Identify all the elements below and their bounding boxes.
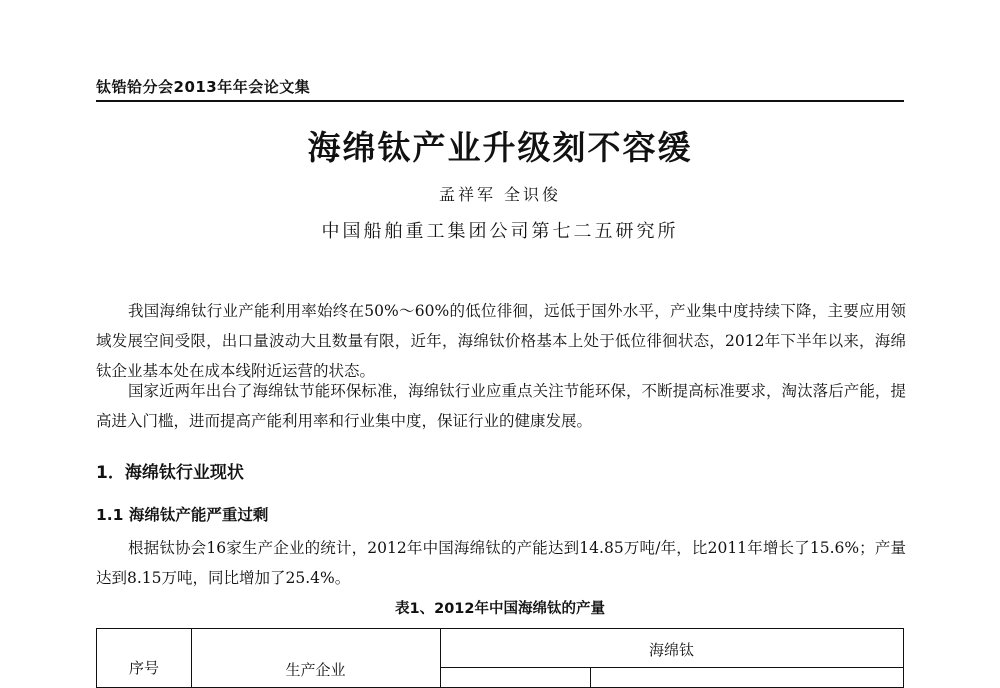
article-affiliation: 中国船舶重工集团公司第七二五研究所	[321, 221, 679, 242]
abstract-paragraph-2: 国家近两年出台了海绵钛节能环保标准，海绵钛行业应重点关注节能环保，不断提高标准要求，淘汰落后产能，提高进入门槛，进而提高产能利用率和行业集中度，保证行业的健康发展。	[96, 382, 906, 430]
article-title: 海绵钛产业升级刻不容缓	[307, 128, 693, 167]
header-rule	[96, 100, 904, 102]
table-header-sponge-ti: 海绵钛	[648, 641, 694, 659]
table-header-company: 生产企业	[285, 661, 346, 679]
table-header-subrule	[440, 667, 903, 668]
abstract-paragraph-1: 我国海绵钛行业产能利用率始终在50%～60%的低位徘徊，远低于国外水平，产业集中度持续下降，主要应用领域发展空间受限，出口量波动大且数量有限，近年，海绵钛价格基本上处于低位徘徊状态，2012年下半年以来，海绵钛企业基本处在成本线附近运营的状态。	[96, 302, 906, 380]
table-column-divider	[590, 667, 591, 687]
section-heading-1: 1．海绵钛行业现状	[96, 463, 244, 483]
table-header-no: 序号	[128, 659, 159, 677]
section-1-1-paragraph: 根据钛协会16家生产企业的统计，2012年中国海绵钛的产能达到14.85万吨/年，比2011年增长了15.6%；产量达到8.15万吨，同比增加了25.4%。	[96, 539, 906, 587]
article-authors: 孟祥军 全识俊	[438, 185, 562, 204]
table-caption: 表1、2012年中国海绵钛的产量	[395, 601, 605, 617]
production-table	[96, 628, 904, 688]
running-header: 钛锆铪分会2013年年会论文集	[96, 78, 311, 96]
subsection-heading-1-1: 1.1 海绵钛产能严重过剩	[96, 506, 269, 524]
